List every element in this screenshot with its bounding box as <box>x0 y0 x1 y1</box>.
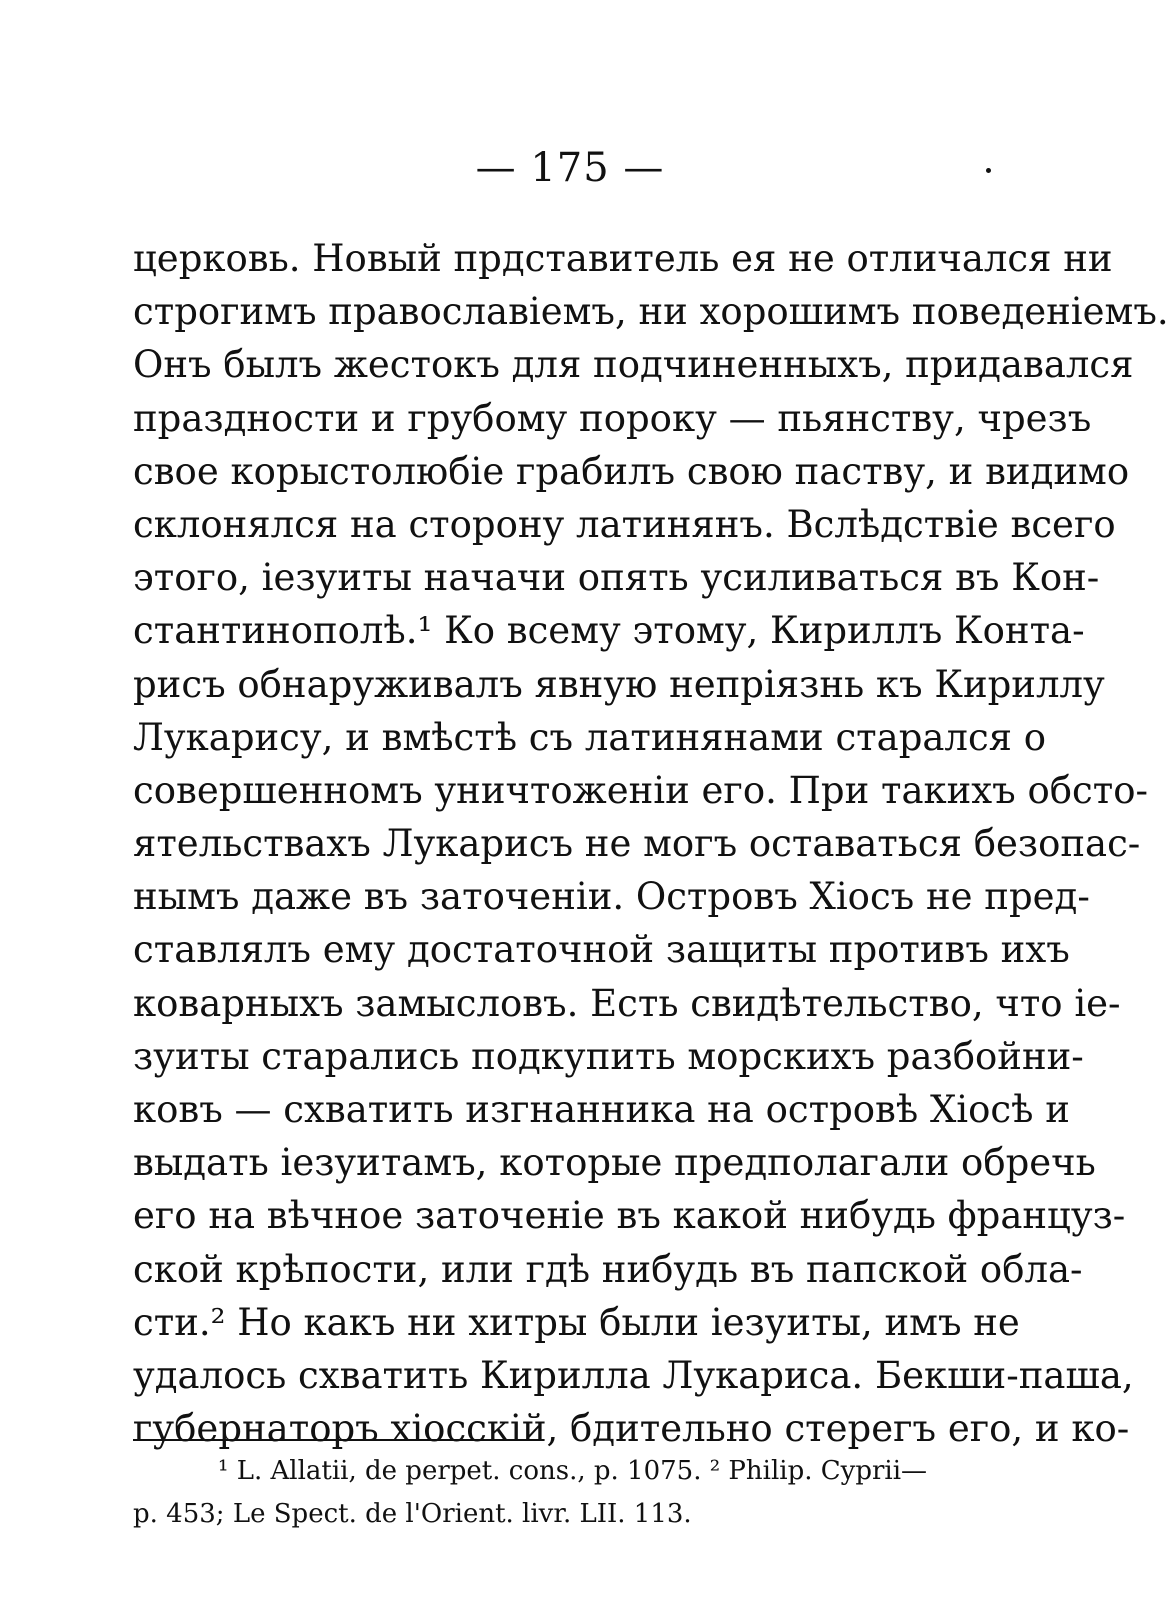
stray-dot <box>986 168 991 173</box>
text-line: строгимъ православіемъ, ни хорошимъ поведеніемъ. <box>133 290 1169 334</box>
text-line: нымъ даже въ заточеніи. Островъ Хіосъ не пред- <box>133 875 1090 919</box>
text-line: выдать іезуитамъ, которые предполагали обречь <box>133 1141 1096 1185</box>
text-line: ставлялъ ему достаточной защиты противъ ихъ <box>133 928 1070 972</box>
text-line: свое корыстолюбіе грабилъ свою паству, и видимо <box>133 449 1130 493</box>
footnote-rule <box>133 1439 539 1441</box>
text-line: Лукарису, и вмѣстѣ съ латинянами старался о <box>133 715 1047 759</box>
text-line: губернаторъ хіосскій, бдительно стерегъ его, и ко- <box>133 1407 1130 1451</box>
text-line: удалось схватить Кирилла Лукариса. Бекши-паша, <box>133 1353 1134 1397</box>
text-line: ской крѣпости, или гдѣ нибудь въ папской обла- <box>133 1247 1083 1291</box>
text-line: коварныхъ замысловъ. Есть свидѣтельство, что іе- <box>133 981 1121 1025</box>
text-line: его на вѣчное заточеніе въ какой нибудь француз- <box>133 1194 1126 1238</box>
text-line: Онъ былъ жестокъ для подчиненныхъ, придавался <box>133 343 1134 387</box>
text-line: совершенномъ уничтоженіи его. При такихъ обсто- <box>133 768 1148 812</box>
body-text <box>133 232 1169 1455</box>
text-line: рисъ обнаруживалъ явную непріязнь къ Кириллу <box>133 662 1105 706</box>
page-header: — 175 — <box>475 145 665 191</box>
text-line: стантинополѣ.¹ Ко всему этому, Кириллъ Конта- <box>133 609 1085 653</box>
text-line: этого, іезуиты начачи опять усиливаться въ Кон- <box>133 556 1100 600</box>
text-line: праздности и грубому пороку — пьянству, чрезъ <box>133 396 1092 440</box>
text-line: сти.² Но какъ ни хитры были іезуиты, имъ не <box>133 1300 1020 1344</box>
text-line: зуиты старались подкупить морскихъ разбойни- <box>133 1034 1084 1078</box>
text-line: ковъ — схватить изгнанника на островѣ Хіосѣ и <box>133 1088 1070 1131</box>
text-line: склонялся на сторону латинянъ. Вслѣдствіе всего <box>133 502 1116 546</box>
text-line: ятельствахъ Лукарисъ не могъ оставаться безопас- <box>133 822 1141 866</box>
footnote-line: p. 453; Le Spect. de l'Orient. livr. LII. 113. <box>133 1499 692 1529</box>
footnotes <box>133 1450 1016 1536</box>
footnote-line: ¹ L. Allatii, de perpet. cons., p. 1075. ² Philip. Cyprii— <box>218 1456 928 1486</box>
text-line: церковь. Новый прдставитель ея не отличался ни <box>133 237 1113 280</box>
